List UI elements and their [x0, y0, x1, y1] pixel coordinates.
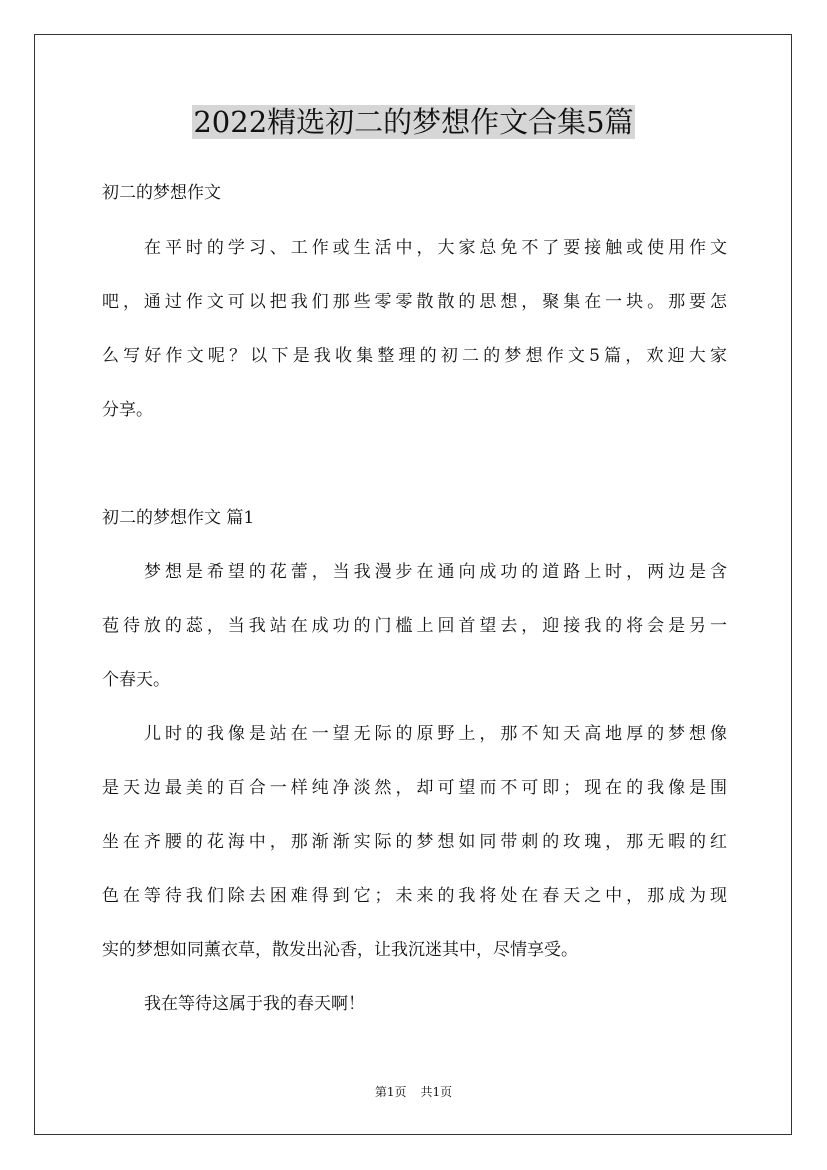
- paragraph-line: 个春天。: [102, 670, 170, 690]
- intro-line: 吧，通过作文可以把我们那些零零散散的思想，聚集在一块。那要怎: [102, 292, 727, 312]
- paragraph-line: 坐在齐腰的花海中，那渐渐实际的梦想如同带刺的玫瑰，那无暇的红: [102, 832, 727, 852]
- article-heading: 初二的梦想作文 篇1: [102, 508, 255, 528]
- paragraph-line: 苞待放的蕊，当我站在成功的门槛上回首望去，迎接我的将会是另一: [102, 616, 727, 636]
- paragraph-line: 是天边最美的百合一样纯净淡然，却可望而不可即；现在的我像是围: [102, 778, 727, 798]
- paragraph-line: 我在等待这属于我的春天啊！: [144, 994, 365, 1014]
- paragraph-line: 实的梦想如同薰衣草，散发出沁香，让我沉迷其中，尽情享受。: [102, 940, 578, 960]
- section-heading: 初二的梦想作文: [102, 183, 221, 203]
- intro-line: 么写好作文呢？以下是我收集整理的初二的梦想作文5篇，欢迎大家: [102, 346, 727, 366]
- page-number: 第1页: [374, 1085, 407, 1099]
- page-total: 共1页: [420, 1085, 453, 1099]
- document-title: [0, 100, 827, 144]
- paragraph-line: 儿时的我像是站在一望无际的原野上，那不知天高地厚的梦想像: [144, 724, 727, 744]
- paragraph-line: 色在等待我们除去困难得到它；未来的我将处在春天之中，那成为现: [102, 886, 727, 906]
- intro-line: 分享。: [102, 400, 153, 420]
- document-title-text: 2022精选初二的梦想作文合集5篇: [193, 105, 634, 139]
- intro-line: 在平时的学习、工作或生活中，大家总免不了要接触或使用作文: [144, 238, 727, 258]
- page-footer: [0, 1083, 827, 1101]
- paragraph-line: 梦想是希望的花蕾，当我漫步在通向成功的道路上时，两边是含: [144, 562, 727, 582]
